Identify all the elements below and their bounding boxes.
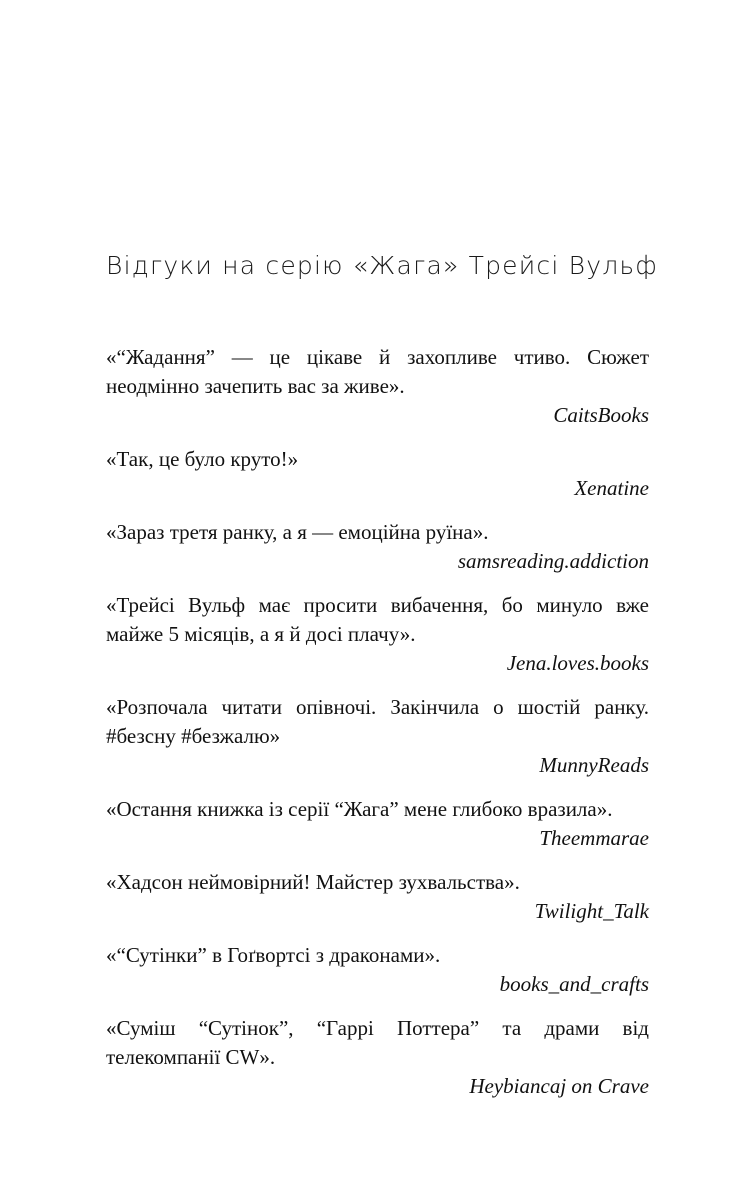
review-author: Xenatine [574,476,649,500]
review-quote: «Суміш “Сутінок”, “Гаррі Поттера” та драми від телекомпанії CW». [106,1016,649,1069]
review-quote: «“Сутінки” в Гоґвортсі з драконами». [106,943,441,967]
review-author: books_and_crafts [499,972,649,996]
review-quote: «Хадсон неймовірний! Майстер зухвальства». [106,870,520,894]
review-author: Jena.loves.books [506,651,649,675]
review-author: samsreading.addiction [457,549,649,573]
reviews-list [106,343,649,1116]
review-item [106,1014,649,1101]
review-quote: «Остання книжка із серії “Жага” мене глибоко вразила». [106,797,613,821]
review-author: MunnyReads [539,753,649,777]
review-item [106,518,649,576]
review-item [106,343,649,430]
review-author: Theemmarae [539,826,649,850]
review-quote: «Так, це було круто!» [106,447,299,471]
review-item [106,445,649,503]
review-author: CaitsBooks [553,403,649,427]
review-quote: «Зараз третя ранку, а я — емоційна руїна». [106,520,489,544]
review-quote: «Розпочала читати опівночі. Закінчила о шостій ранку. #безсну #безжалю» [106,695,649,748]
review-item [106,941,649,999]
review-author: Twilight_Talk [534,899,649,923]
review-quote: «Трейсі Вульф має просити вибачення, бо минуло вже майже 5 місяців, а я й досі плачу». [106,593,649,646]
page-title: Відгуки на серію «Жага» Трейсі Вульф [106,251,658,280]
review-item [106,693,649,780]
review-item [106,868,649,926]
review-author: Heybiancaj on Crave [469,1074,649,1098]
review-quote: «“Жадання” — це цікаве й захопливе чтиво. Сюжет неодмінно зачепить вас за живе». [106,345,649,398]
review-item [106,591,649,678]
review-item [106,795,649,853]
